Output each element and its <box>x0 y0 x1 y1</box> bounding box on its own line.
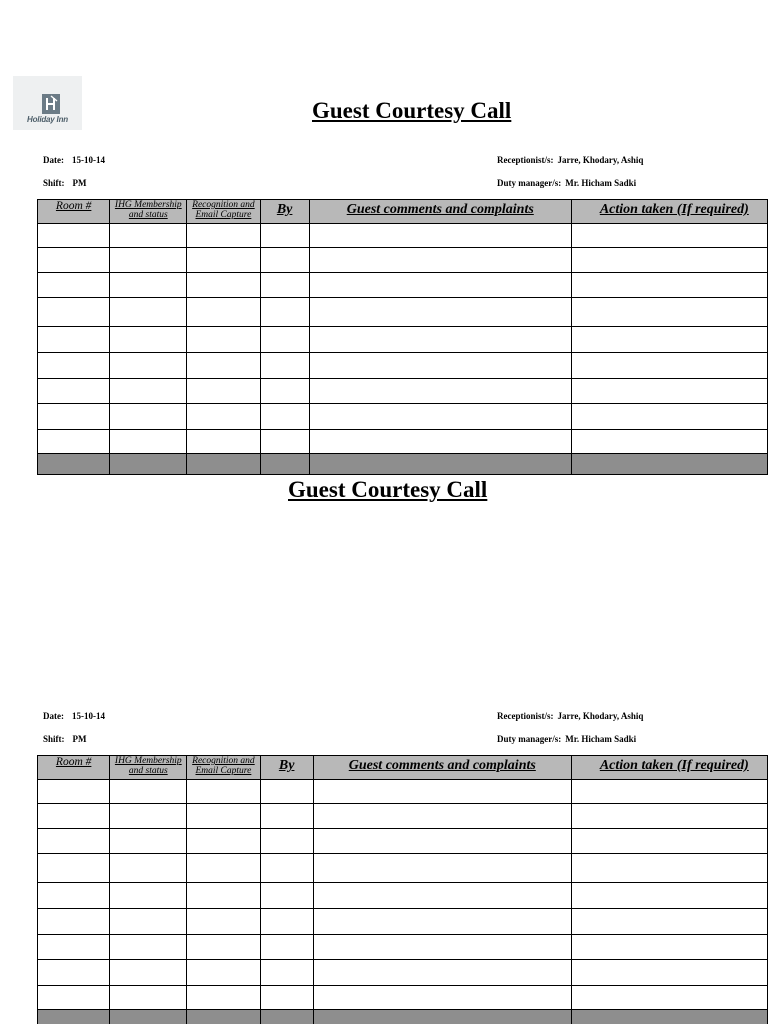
comments-cell[interactable] <box>309 224 571 248</box>
by-cell[interactable] <box>260 935 313 960</box>
table-row <box>38 353 768 379</box>
table-row <box>38 404 768 430</box>
col-comments-header: Guest comments and complaints <box>313 756 571 780</box>
comments-cell[interactable] <box>309 248 571 273</box>
by-cell[interactable] <box>260 909 313 935</box>
table-row <box>38 909 768 935</box>
recognition-cell[interactable] <box>187 327 260 353</box>
room-cell[interactable] <box>38 854 110 883</box>
room-cell[interactable] <box>38 883 110 909</box>
recognition-cell[interactable] <box>187 986 260 1010</box>
room-cell[interactable] <box>38 404 110 430</box>
table-row <box>38 248 768 273</box>
recognition-cell[interactable] <box>187 883 260 909</box>
action-cell[interactable] <box>571 298 767 327</box>
room-cell[interactable] <box>38 986 110 1010</box>
room-cell[interactable] <box>38 935 110 960</box>
shift-field-2 <box>43 734 87 744</box>
date-label: Date: <box>43 155 64 165</box>
date-field-2 <box>43 711 105 721</box>
shift-label: Shift: <box>43 178 65 188</box>
date-value: 15-10-14 <box>72 155 105 165</box>
date-label: Date: <box>43 711 64 721</box>
page-title: Guest Courtesy Call <box>312 98 512 123</box>
by-cell[interactable] <box>260 379 309 404</box>
col-ihg-header: IHG Membership and status <box>110 200 187 224</box>
logo-brand-text: Holiday Inn <box>27 115 68 124</box>
recognition-cell[interactable] <box>187 273 260 298</box>
receptionist-value: Jarre, Khodary, Ashiq <box>557 155 644 165</box>
recognition-cell[interactable] <box>187 353 260 379</box>
room-cell[interactable] <box>38 960 110 986</box>
action-cell[interactable] <box>571 379 767 404</box>
receptionist-label: Receptionist/s: <box>497 155 554 165</box>
action-cell[interactable] <box>571 909 767 935</box>
action-cell[interactable] <box>571 854 767 883</box>
recognition-cell[interactable] <box>187 960 260 986</box>
ihg-cell[interactable] <box>110 960 187 986</box>
courtesy-call-table <box>37 199 768 475</box>
comments-cell[interactable] <box>313 986 571 1010</box>
duty-manager-value: Mr. Hicham Sadki <box>565 734 637 744</box>
comments-cell[interactable] <box>313 780 571 804</box>
recognition-cell[interactable] <box>187 404 260 430</box>
room-cell[interactable] <box>38 780 110 804</box>
action-cell[interactable] <box>571 327 767 353</box>
comments-cell[interactable] <box>309 430 571 454</box>
receptionist-label: Receptionist/s: <box>497 711 554 721</box>
action-cell[interactable] <box>571 780 767 804</box>
table-row <box>38 986 768 1010</box>
page-title-2: Guest Courtesy Call <box>288 477 488 502</box>
comments-cell[interactable] <box>313 854 571 883</box>
by-cell[interactable] <box>260 829 313 854</box>
ihg-cell[interactable] <box>110 404 187 430</box>
comments-cell[interactable] <box>309 404 571 430</box>
ihg-cell[interactable] <box>110 353 187 379</box>
ihg-cell[interactable] <box>110 986 187 1010</box>
by-cell[interactable] <box>260 986 313 1010</box>
by-cell[interactable] <box>260 780 313 804</box>
action-cell[interactable] <box>571 273 767 298</box>
ihg-cell[interactable] <box>110 935 187 960</box>
action-cell[interactable] <box>571 986 767 1010</box>
recognition-cell[interactable] <box>187 829 260 854</box>
table-row <box>38 854 768 883</box>
shift-value: PM <box>72 178 87 188</box>
table-row <box>38 883 768 909</box>
date-value: 15-10-14 <box>72 711 105 721</box>
duty-manager-label: Duty manager/s: <box>497 178 562 188</box>
comments-cell[interactable] <box>309 327 571 353</box>
courtesy-call-table-2 <box>37 755 768 1024</box>
table-row <box>38 935 768 960</box>
receptionist-value: Jarre, Khodary, Ashiq <box>557 711 644 721</box>
shift-field <box>43 178 87 188</box>
by-cell[interactable] <box>260 404 309 430</box>
by-cell[interactable] <box>260 883 313 909</box>
duty-manager-value: Mr. Hicham Sadki <box>565 178 637 188</box>
table-row <box>38 273 768 298</box>
table-row <box>38 224 768 248</box>
by-cell[interactable] <box>260 273 309 298</box>
col-by-header: By <box>260 756 313 780</box>
room-cell[interactable] <box>38 353 110 379</box>
receptionist-field <box>497 155 643 165</box>
col-by-header: By <box>260 200 309 224</box>
recognition-cell[interactable] <box>187 909 260 935</box>
comments-cell[interactable] <box>309 273 571 298</box>
recognition-cell[interactable] <box>187 248 260 273</box>
col-room-header: Room # <box>38 756 110 780</box>
room-cell[interactable] <box>38 379 110 404</box>
duty-manager-field <box>497 178 636 188</box>
comments-cell[interactable] <box>313 883 571 909</box>
ihg-cell[interactable] <box>110 829 187 854</box>
table-row <box>38 804 768 829</box>
comments-cell[interactable] <box>313 804 571 829</box>
action-cell[interactable] <box>571 883 767 909</box>
col-recognition-header: Recognition and Email Capture <box>187 200 260 224</box>
comments-cell[interactable] <box>309 353 571 379</box>
col-room-header: Room # <box>38 200 110 224</box>
room-cell[interactable] <box>38 829 110 854</box>
shift-label: Shift: <box>43 734 65 744</box>
table-row <box>38 430 768 454</box>
ihg-cell[interactable] <box>110 248 187 273</box>
table-header-row <box>38 756 768 780</box>
date-field <box>43 155 105 165</box>
by-cell[interactable] <box>260 248 309 273</box>
ihg-cell[interactable] <box>110 298 187 327</box>
by-cell[interactable] <box>260 327 309 353</box>
by-cell[interactable] <box>260 854 313 883</box>
ihg-cell[interactable] <box>110 804 187 829</box>
comments-cell[interactable] <box>309 379 571 404</box>
col-recognition-header: Recognition and Email Capture <box>187 756 260 780</box>
col-ihg-header: IHG Membership and status <box>110 756 187 780</box>
holiday-inn-h-icon <box>42 94 60 114</box>
by-cell[interactable] <box>260 298 309 327</box>
action-cell[interactable] <box>571 960 767 986</box>
comments-cell[interactable] <box>313 935 571 960</box>
table-row <box>38 298 768 327</box>
duty-manager-field-2 <box>497 734 636 744</box>
room-cell[interactable] <box>38 804 110 829</box>
ihg-cell[interactable] <box>110 854 187 883</box>
room-cell[interactable] <box>38 224 110 248</box>
comments-cell[interactable] <box>313 960 571 986</box>
by-cell[interactable] <box>260 224 309 248</box>
ihg-cell[interactable] <box>110 273 187 298</box>
recognition-cell[interactable] <box>187 935 260 960</box>
room-cell[interactable] <box>38 273 110 298</box>
ihg-cell[interactable] <box>110 379 187 404</box>
recognition-cell[interactable] <box>187 379 260 404</box>
action-cell[interactable] <box>571 353 767 379</box>
table-header-row <box>38 200 768 224</box>
table-footer-row <box>38 1010 768 1024</box>
recognition-cell[interactable] <box>187 780 260 804</box>
by-cell[interactable] <box>260 804 313 829</box>
shift-value: PM <box>72 734 87 744</box>
action-cell[interactable] <box>571 829 767 854</box>
comments-cell[interactable] <box>309 298 571 327</box>
table-row <box>38 960 768 986</box>
action-cell[interactable] <box>571 224 767 248</box>
recognition-cell[interactable] <box>187 854 260 883</box>
ihg-cell[interactable] <box>110 327 187 353</box>
col-action-header: Action taken (If required) <box>571 200 767 224</box>
recognition-cell[interactable] <box>187 804 260 829</box>
comments-cell[interactable] <box>313 909 571 935</box>
room-cell[interactable] <box>38 327 110 353</box>
col-comments-header: Guest comments and complaints <box>309 200 571 224</box>
recognition-cell[interactable] <box>187 224 260 248</box>
ihg-cell[interactable] <box>110 224 187 248</box>
by-cell[interactable] <box>260 353 309 379</box>
by-cell[interactable] <box>260 960 313 986</box>
room-cell[interactable] <box>38 248 110 273</box>
action-cell[interactable] <box>571 935 767 960</box>
action-cell[interactable] <box>571 248 767 273</box>
table-row <box>38 829 768 854</box>
table-row <box>38 780 768 804</box>
ihg-cell[interactable] <box>110 430 187 454</box>
room-cell[interactable] <box>38 298 110 327</box>
table-row <box>38 327 768 353</box>
duty-manager-label: Duty manager/s: <box>497 734 562 744</box>
action-cell[interactable] <box>571 430 767 454</box>
room-cell[interactable] <box>38 909 110 935</box>
comments-cell[interactable] <box>313 829 571 854</box>
recognition-cell[interactable] <box>187 298 260 327</box>
receptionist-field-2 <box>497 711 643 721</box>
recognition-cell[interactable] <box>187 430 260 454</box>
col-action-header: Action taken (If required) <box>571 756 767 780</box>
table-footer-row <box>38 454 768 475</box>
action-cell[interactable] <box>571 404 767 430</box>
ihg-cell[interactable] <box>110 883 187 909</box>
table-row <box>38 379 768 404</box>
ihg-cell[interactable] <box>110 909 187 935</box>
by-cell[interactable] <box>260 430 309 454</box>
action-cell[interactable] <box>571 804 767 829</box>
holiday-inn-logo <box>13 76 82 130</box>
ihg-cell[interactable] <box>110 780 187 804</box>
room-cell[interactable] <box>38 430 110 454</box>
